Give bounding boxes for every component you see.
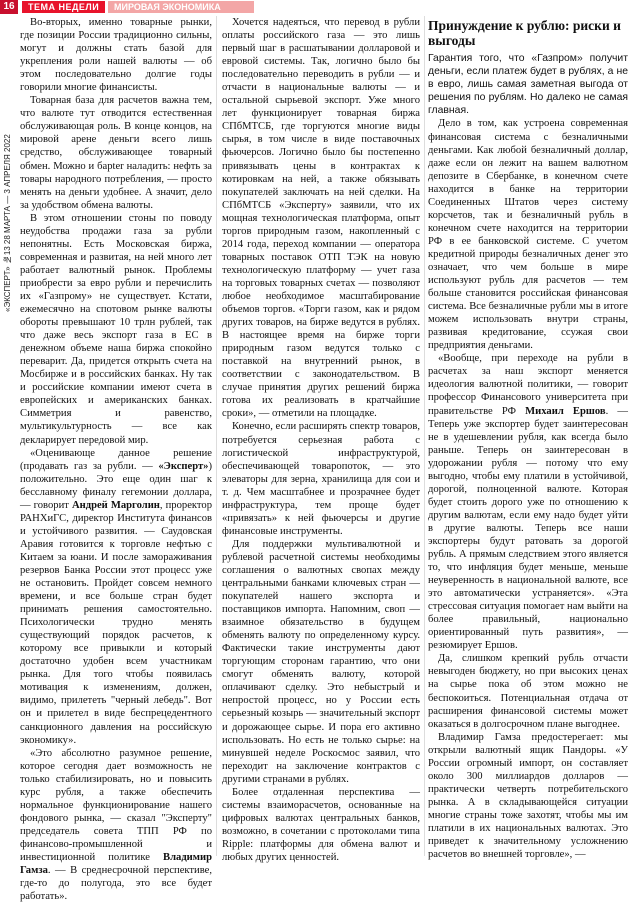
text-run: «Это абсолютно разумное решение, которое сегодня дает возможность не только стабилизировать, но и повысить курс рубля, а также обеспечить нормальное функционирование нашего фондового рынка, — сказал "Эксперту" председатель совета ТПП РФ по финансово-промышленной и инвестиционной политике (20, 747, 212, 863)
text-run-bold: «Эксперт» (158, 460, 209, 472)
issue-sidebar (0, 18, 18, 318)
column-2 (222, 16, 420, 864)
paragraph: Для поддержки мультивалютной и рублевой расчетной системы необходимы соглашения о валютных свопах между центральными банками ключевых стран — покупателей нашего экспорта и поставщиков импорта. Напомним, своп — взаимное обязательство в будущем обменять валюту по определенному курсу. Фактически такие инструменты дают торгующим сторонам гарантию, что они смогут обменять валюту, которой оплачивают сделку. Это небыстрый и непростой процесс, но у России есть серьезный козырь — значительный экспорт и дорожающее сырье. И пора его активно использовать. Но есть не только сырье: на минувшей неделе Роскосмос заявил, что переходит на заключение контрактов с другими странами в рублях. (222, 538, 420, 785)
paragraph: Владимир Гамза предостерегает: мы открыли валютный ящик Пандоры. «У России огромный импорт, он составляет около 300 миллиардов долларов — практически четверть потребительского рынка. А в складывающейся ситуации многие страны тоже захотят, чтобы мы им платили в их национальных валютах. Это приведет к значительному усложнению расчетов во внешней торговле», — (428, 731, 628, 861)
paragraph: Более отдаленная перспектива — системы взаиморасчетов, основанные на цифровых валютах центральных банков, возможно, в сочетании с протоколами типа Ripple: платформы для обмена валют и любых других ценностей. (222, 786, 420, 863)
column-divider (424, 16, 425, 856)
issue-info: «ЭКСПЕРТ» №13 28 МАРТА — 3 АПРЕЛЯ 2022 (3, 134, 12, 312)
lead-paragraph: Гарантия того, что «Газпром» получит деньги, если платеж будет в рублях, а не в евро, лишь самая заметная выгода от решения по рублям. Но далеко не самая главная. (428, 53, 628, 117)
page-header (0, 0, 632, 14)
text-run: ) положительно. Это еще один шаг к бесславному финалу гегемонии доллара, — говорит (20, 460, 212, 511)
paragraph: Да, слишком крепкий рубль отчасти невыгоден бюджету, но при высоких ценах на сырье пока об этом можно не беспокоиться. Потенциальная отдача от расширения финансовой системы может оказаться в долгосрочном плане выгоднее. (428, 653, 628, 730)
text-run: , проректор РАНХиГС, директор Института финансов и устойчивого развития. — Саудовская Аравия готовится к торговле нефтью с Китаем за юани. И после замораживания резервов Банка России этот процесс уже не остановить. Пройдет совсем немного времени, и все больше стран будет принимать решения самостоятельно. Психологически трудно менять существующий порядок расчетов, к которому все привыкли и который достаточно удобен всем участникам рынка. Для того чтобы появилась мотивация к изменениям, должен, видимо, прилететь "черный лебедь". Вот он и прилетел в виде беспрецедентного санкционного давления на российскую экономику». (20, 499, 212, 746)
column-1 (20, 16, 212, 903)
section-heading: Принуждение к рублю: риски и выгоды (428, 18, 621, 48)
text-run: . — В среднесрочной перспективе, где-то до полугода, это все будет работать». (20, 865, 212, 903)
lead-block (428, 52, 628, 117)
paragraph: Хочется надеяться, что перевод в рубли оплаты российского газа — это лишь первый шаг в расшатывании долларовой и евровой системы. Так, логично было бы последовательно переводить в рубли — и отчасти в национальные валюты — и остальной сырьевой экспорт. Уже много лет функционирует товарная биржа СПбМТСБ, где торгуются многие виды сырья, в том числе в виде поставочных фьючерсов. Логично было бы постепенно привязывать цены в контрактах к котировкам на ней, а также обязывать покупателей заключать на ней сделки. На СПбМТСБ «Эксперту» заявили, что их мощная технологическая платформа, опыт торгов природным газом, накопленный с 2014 года, переход компании — оператора товарных поставок ОТП ТЭК на новую технологическую платформу — учет газа на торговых товарных счетах — позволяют любое необходимое масштабирование объемов торгов. «Торги газом, как и рядом других товаров, на бирже ведутся в рублях. В настоящее время на бирже торги природным газом ведутся только с поставкой на внутренний рынок, в соответствии с законодательством. В случае принятия других решений биржа готова их реализовать в кратчайшие сроки», — отметили на площадке. (222, 17, 420, 420)
column-divider (216, 16, 217, 856)
page-number: 16 (0, 0, 18, 14)
text-run: «Оценивающе данное решение (продавать газ за рубли. — (20, 447, 212, 472)
paragraph: В этом отношении стоны по поводу неудобства продажи газа за рубли непонятны. Есть Московская биржа, современная и развитая, на ней много лет работает валютный рынок. Проблемы приобрести за евро рубли и перечислить их «Газпрому» не существует. Кстати, ежемесячно на спотовом рынке валюты обороты превышают 10 трлн рублей, так что даже весь экспорт газа в ЕС в денежном объеме наша биржа спокойно переварит. Да, придется открыть счета на Мосбирже и в российских банках. Ну так и российские компании имеют счета в европейских и американских банках. Симметрия и равенство, мультикультурность — все как декларирует передовой мир. (20, 212, 212, 446)
quote-paragraph (20, 447, 212, 747)
person-name: Владимир Гамза (20, 852, 212, 877)
paragraph: Во-вторых, именно товарные рынки, где позиции России традиционно сильны, могут и должны стать базой для укрепления роли нашей валюты — об этом последовательно долгие годы говорили многие финансисты. (20, 17, 212, 94)
person-name: Андрей Марголин (71, 499, 160, 511)
paragraph: Дело в том, как устроена современная финансовая система с безналичными деньгами. Как любой безналичный доллар, даже если он лежит на вашем валютном депозите в Сбербанке, в конечном счете находится в банке на территории Соединенных Штатов через систему корсчетов, так и безналичный рубль в конечном счете находится на территории РФ в ее банковской системе. С учетом кредитной природы безналичных денег это означает, что чем больше в мире используют рубль для расчетов — тем больше становится российская финансовая система. Все безналичные рубли мы в итоге можем использовать внутри страны, развивая кредитование, ссужая свои предприятия деньгами. (428, 118, 628, 352)
paragraph: Конечно, если расширять спектр товаров, потребуется серьезная работа с логистической инфраструктурой, обеспечивающей товаропоток, — это элеваторы для зерна, хранилища для сои и т. д. Чем масштабнее и прозрачнее будет инфраструктура, тем проще будет «привязать» к ней фьючерсы и другие финансовые инструменты. (222, 421, 420, 537)
text-run: . — Теперь уже экспортер будет заинтересован не в удешевлении рубля, как всегда было раньше. Теперь он заинтересован в удорожании рубля — потому что ему выгодно, чтобы ему платили в устойчивой, дорогой, полноценной валюте. Которая будет стоить дорого уже по отношению к другим валютам, если ему надо будет уйти в другие валюты. Теперь все наши экспортеры будут ратовать за дорогой рубль. А прямым следствием этого является то, что инфляция будет меньше, меньше неуверенность в национальной валюте, все это автоматически устраняется». «Эта стрессовая ситуация помогает нам выйти на более правильный, национально ориентированный путь развития», — резюмирует Ершов. (428, 405, 628, 652)
paragraph: Товарная база для расчетов важна тем, что валюте тут отводится естественная обслуживающая роль. В конце концов, на мировой арене деньги всего лишь средство, обслуживающее товарный обмен. Можно и барter наладить: нефть за товары народного потребления, — просто менять на деньги удобнее. А значит, дело за удобством обмена валюты. (20, 95, 212, 211)
person-name: Михаил Ершов (525, 405, 606, 417)
column-3 (428, 16, 628, 861)
quote-paragraph (428, 352, 628, 652)
section-subrubric: МИРОВАЯ ЭКОНОМИКА (108, 1, 254, 13)
text-run: «Вообще, при переходе на рубли в расчетах за наш экспорт меняется идеология валютной политики, — говорит профессор Финансового университета при правительстве РФ (428, 353, 628, 417)
quote-paragraph (20, 747, 212, 903)
section-rubric: ТЕМА НЕДЕЛИ (22, 1, 105, 13)
